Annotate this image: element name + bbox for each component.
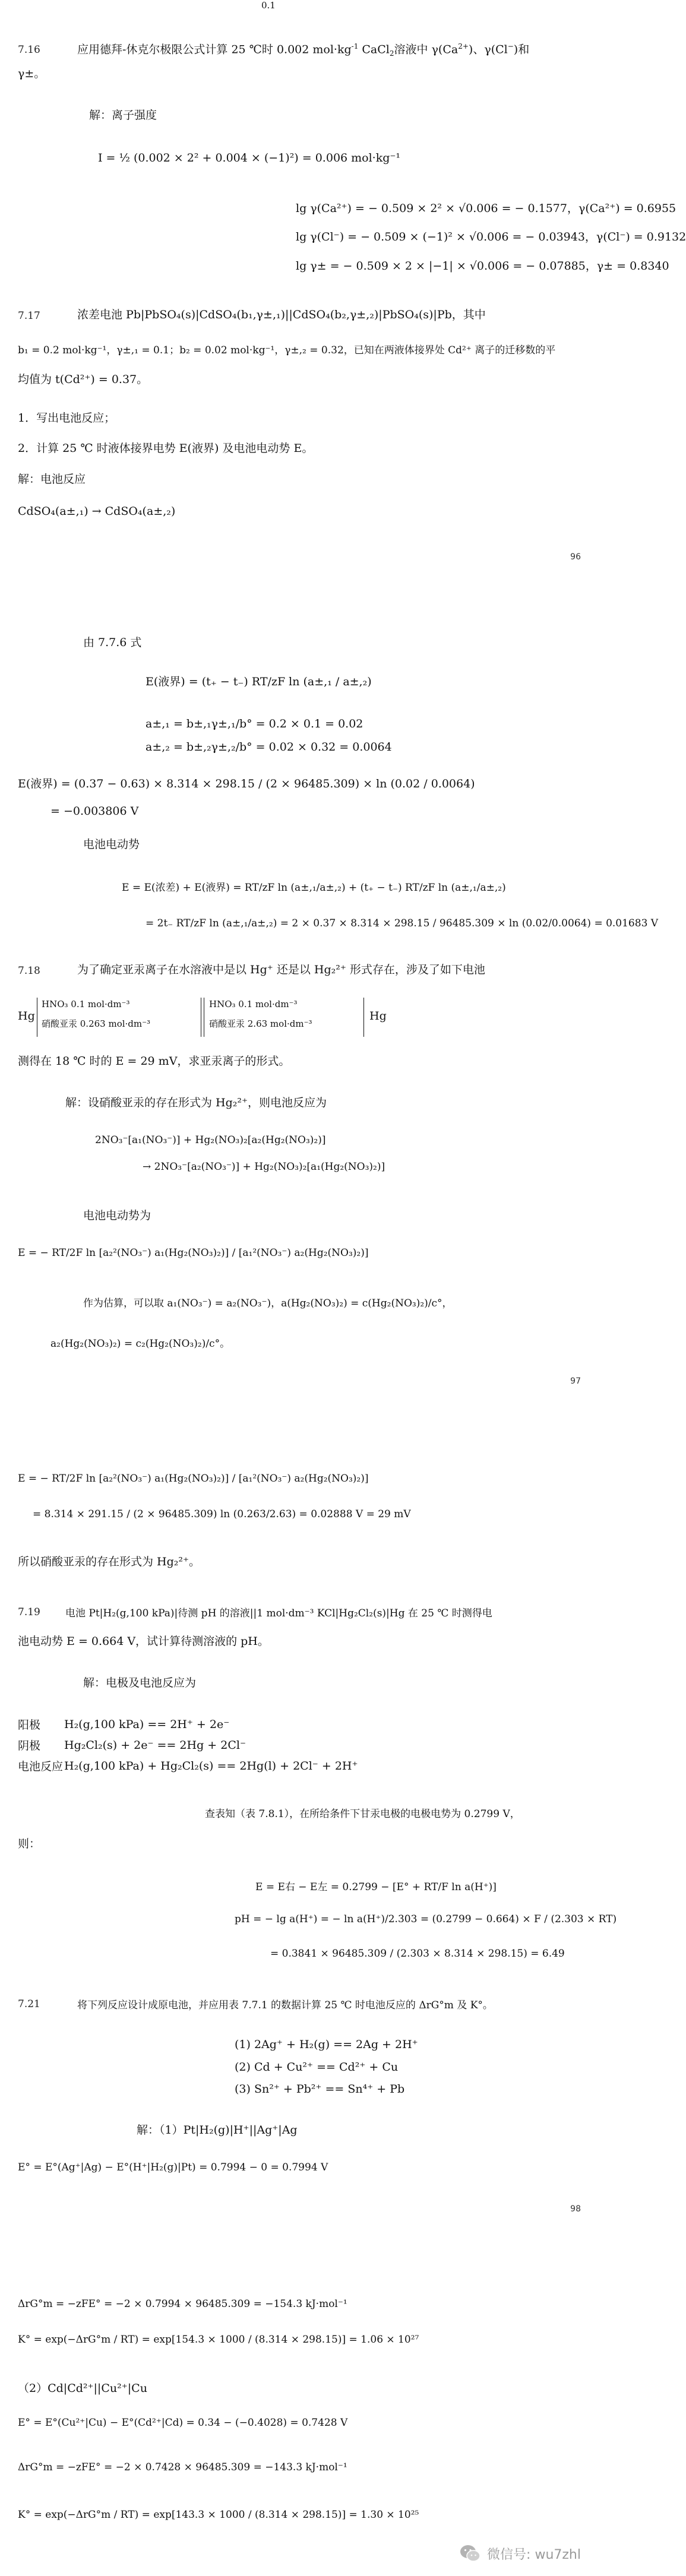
activity-2: a±,₂ = b±,₂γ±,₂/b° = 0.02 × 0.32 = 0.0064: [146, 740, 392, 754]
problem-text: 均值为 t(Cd²⁺) = 0.37。: [18, 373, 148, 386]
cell-reaction: H₂(g,100 kPa) + Hg₂Cl₂(s) == 2Hg(l) + 2Cl⁻ + 2H⁺: [64, 1759, 358, 1773]
watermark-text: 微信号: wu7zhl: [487, 2547, 581, 2562]
text-part: 溶液中 γ(Ca: [394, 43, 459, 56]
solution-1: 解：（1）Pt|H₂(g)|H⁺||Ag⁺|Ag: [137, 2124, 298, 2137]
k-1: K° = exp(−ΔrG°m / RT) = exp[154.3 × 1000 / (8.314 × 298.15)] = 1.06 × 10²⁷: [18, 2334, 419, 2346]
problem-text: 电池 Pt|H₂(g,100 kPa)|待测 pH 的溶液||1 mol·dm⁻³ KCl|Hg₂Cl₂(s)|Hg 在 25 ℃ 时测得电: [65, 1607, 492, 1619]
separator: [363, 998, 364, 1037]
conclusion: 所以硝酸亚汞的存在形式为 Hg₂²⁺。: [18, 1555, 201, 1568]
lookup-text: 查表知（表 7.8.1），在所给条件下甘汞电极的电极电势为 0.2799 V，: [205, 1808, 520, 1820]
cell-reaction-label: 电池反应: [18, 1760, 64, 1773]
emf-standard-1: E° = E°(Ag⁺|Ag) − E°(H⁺|H₂(g)|Pt) = 0.7994 − 0 = 0.7994 V: [18, 2162, 328, 2173]
question-2: 2．计算 25 ℃ 时液体接界电势 E(液界) 及电池电动势 E。: [18, 442, 314, 455]
watermark: [459, 2542, 581, 2565]
emf-label: 电池电动势: [83, 838, 140, 851]
junction-formula: E(液界) = (t₊ − t₋) RT/zF ln (a±,₁ / a±,₂): [146, 675, 372, 688]
text-part: CaCl: [358, 43, 390, 56]
page-number: 98: [570, 2204, 581, 2214]
emf-eq-2: = 2t₋ RT/zF ln (a±,₁/a±,₂) = 2 × 0.37 × 8.314 × 298.15 / 96485.309 × ln (0.02/0.0064) = 0.01683 V: [146, 917, 659, 929]
problem-number: 7.16: [18, 44, 40, 56]
emf-equation-2: E = − RT/2F ln [a₂²(NO₃⁻) a₁(Hg₂(NO₃)₂)] / [a₁²(NO₃⁻) a₂(Hg₂(NO₃)₂)]: [18, 1473, 369, 1485]
emf-equation: E = − RT/2F ln [a₂²(NO₃⁻) a₁(Hg₂(NO₃)₂)] / [a₁²(NO₃⁻) a₂(Hg₂(NO₃)₂)]: [18, 1247, 369, 1259]
emf-standard-2: E° = E°(Cu²⁺|Cu) − E°(Cd²⁺|Cd) = 0.34 − (−0.4028) = 0.7428 V: [18, 2417, 348, 2429]
reaction-line-2: → 2NO₃⁻[a₂(NO₃⁻)] + Hg₂(NO₃)₂[a₁(Hg₂(NO₃)₂)]: [143, 1161, 385, 1173]
problem-text-line2: γ±。: [18, 67, 46, 80]
ph-eq-3: = 0.3841 × 96485.309 / (2.303 × 8.314 × 298.15) = 6.49: [270, 1948, 565, 1960]
text-part: )和: [513, 43, 530, 56]
electrode-left: Hg: [18, 1009, 35, 1023]
solution-label: 解：离子强度: [89, 109, 157, 122]
problem-text: b₁ = 0.2 mol·kg⁻¹，γ±,₁ = 0.1；b₂ = 0.02 mol·kg⁻¹，γ±,₂ = 0.32，已知在两液体接界处 Cd²⁺ 离子的迁移数的平: [18, 344, 556, 356]
approximation-2: a₂(Hg₂(NO₃)₂) = c₂(Hg₂(NO₃)₂)/c°。: [50, 1338, 230, 1350]
ph-eq-1: E = E右 − E左 = 0.2799 − [E° + RT/F ln a(H⁺)]: [255, 1881, 497, 1893]
problem-number: 7.19: [18, 1606, 40, 1618]
eq-gamma-ca: lg γ(Ca²⁺) = − 0.509 × 2² × √0.006 = − 0.1577，γ(Ca²⁺) = 0.6955: [296, 202, 676, 215]
solution-label: 解：设硝酸亚汞的存在形式为 Hg₂²⁺，则电池反应为: [65, 1096, 327, 1109]
from-equation: 由 7.7.6 式: [83, 636, 142, 649]
junction-result: = −0.003806 V: [50, 805, 139, 818]
reaction-3: (3) Sn²⁺ + Pb²⁺ == Sn⁴⁺ + Pb: [235, 2083, 405, 2096]
wechat-icon: [459, 2542, 482, 2565]
anode-reaction: H₂(g,100 kPa) == 2H⁺ + 2e⁻: [64, 1718, 230, 1731]
eq-gamma-cl: lg γ(Cl⁻) = − 0.509 × (−1)² × √0.006 = − 0.03943，γ(Cl⁻) = 0.9132: [296, 230, 686, 243]
reaction-line-1: 2NO₃⁻[a₁(NO₃⁻)] + Hg₂(NO₃)₂[a₂(Hg₂(NO₃)₂)]: [95, 1134, 326, 1146]
problem-number: 7.21: [18, 1998, 40, 2010]
problem-text: 测得在 18 ℃ 时的 E = 29 mV，求亚汞离子的形式。: [18, 1055, 290, 1068]
left-solution-top: HNO₃ 0.1 mol·dm⁻³: [42, 999, 130, 1009]
right-solution-bottom: 硝酸亚汞 2.63 mol·dm⁻³: [209, 1018, 312, 1029]
page-number: 97: [570, 1376, 581, 1386]
activity-1: a±,₁ = b±,₁γ±,₁/b° = 0.2 × 0.1 = 0.02: [146, 717, 363, 730]
solution-2: （2）Cd|Cd²⁺||Cu²⁺|Cu: [18, 2382, 147, 2395]
problem-number: 7.17: [18, 310, 40, 322]
problem-text: 浓差电池 Pb|PbSO₄(s)|CdSO₄(b₁,γ±,₁)||CdSO₄(b₂,γ±,₂)|PbSO₄(s)|Pb，其中: [77, 308, 486, 321]
cathode-reaction: Hg₂Cl₂(s) + 2e⁻ == 2Hg + 2Cl⁻: [64, 1739, 246, 1752]
gibbs-2: ΔrG°m = −zFE° = −2 × 0.7428 × 96485.309 = −143.3 kJ·mol⁻¹: [18, 2461, 347, 2473]
then-text: 则：: [18, 1837, 41, 1850]
text-part: )、γ(Cl: [468, 43, 508, 56]
emf-label: 电池电动势为: [83, 1209, 151, 1222]
question-1: 1．写出电池反应；: [18, 412, 116, 425]
reaction-2: (2) Cd + Cu²⁺ == Cd²⁺ + Cu: [235, 2061, 399, 2074]
problem-text: 应用德拜-休克尔极限公式计算 25 ℃时 0.002 $mol\cdot kg^{-1}$ CaCl$_2$溶液中 $\gamma(Ca^{2+})$、γ(Cl−)和: [77, 42, 530, 58]
approximation-1: 作为估算，可以取 a₁(NO₃⁻) = a₂(NO₃⁻)，a(Hg₂(NO₃)₂) = c(Hg₂(NO₃)₂)/c°，: [83, 1298, 453, 1309]
left-solution-bottom: 硝酸亚汞 0.263 mol·dm⁻³: [42, 1018, 151, 1029]
cell-reaction: CdSO₄(a±,₁) → CdSO₄(a±,₂): [18, 505, 176, 518]
junction-calc: E(液界) = (0.37 − 0.63) × 8.314 × 298.15 / (2 × 96485.309) × ln (0.02 / 0.0064): [18, 777, 475, 790]
text-part: 应用德拜-休克尔极限公式计算 25 ℃时 0.002 mol·kg: [77, 43, 352, 56]
ionic-strength-eq: I = ½ (0.002 × 2² + 0.004 × (−1)²) = 0.006 mol·kg⁻¹: [98, 151, 401, 164]
eq-gamma-pm: lg γ± = − 0.509 × 2 × |−1| × √0.006 = − 0.07885，γ± = 0.8340: [296, 260, 669, 273]
emf-numeric: = 8.314 × 291.15 / (2 × 96485.309) ln (0.263/2.63) = 0.02888 V = 29 mV: [33, 1508, 411, 1520]
anode-label: 阳极: [18, 1719, 41, 1732]
problem-text: 将下列反应设计成原电池，并应用表 7.7.1 的数据计算 25 ℃ 时电池反应的 ΔrG°m 及 K°。: [77, 1999, 493, 2011]
problem-text: 为了确定亚汞离子在水溶液中是以 Hg⁺ 还是以 Hg₂²⁺ 形式存在，涉及了如下电池: [77, 963, 485, 976]
solution-label: 解：电极及电池反应为: [83, 1676, 197, 1689]
ph-eq-2: pH = − lg a(H⁺) = − ln a(H⁺)/2.303 = (0.2799 − 0.664) × F / (2.303 × RT): [235, 1913, 617, 1925]
page-number: 96: [570, 552, 581, 562]
gibbs-1: ΔrG°m = −zFE° = −2 × 0.7994 × 96485.309 = −154.3 kJ·mol⁻¹: [18, 2298, 347, 2310]
emf-eq-1: E = E(浓差) + E(液界) = RT/zF ln (a±,₁/a±,₂) + (t₊ − t₋) RT/zF ln (a±,₁/a±,₂): [122, 882, 506, 894]
electrode-right: Hg: [369, 1009, 387, 1023]
solution-label: 解：电池反应: [18, 473, 86, 486]
problem-text: 池电动势 E = 0.664 V，试计算待测溶液的 pH。: [18, 1635, 269, 1648]
top-fragment: 0.1: [261, 0, 276, 11]
right-solution-top: HNO₃ 0.1 mol·dm⁻³: [209, 999, 298, 1009]
problem-number: 7.18: [18, 965, 40, 977]
cathode-label: 阴极: [18, 1739, 41, 1752]
k-2: K° = exp(−ΔrG°m / RT) = exp[143.3 × 1000 / (8.314 × 298.15)] = 1.30 × 10²⁵: [18, 2509, 419, 2521]
reaction-1: (1) 2Ag⁺ + H₂(g) == 2Ag + 2H⁺: [235, 2038, 418, 2051]
